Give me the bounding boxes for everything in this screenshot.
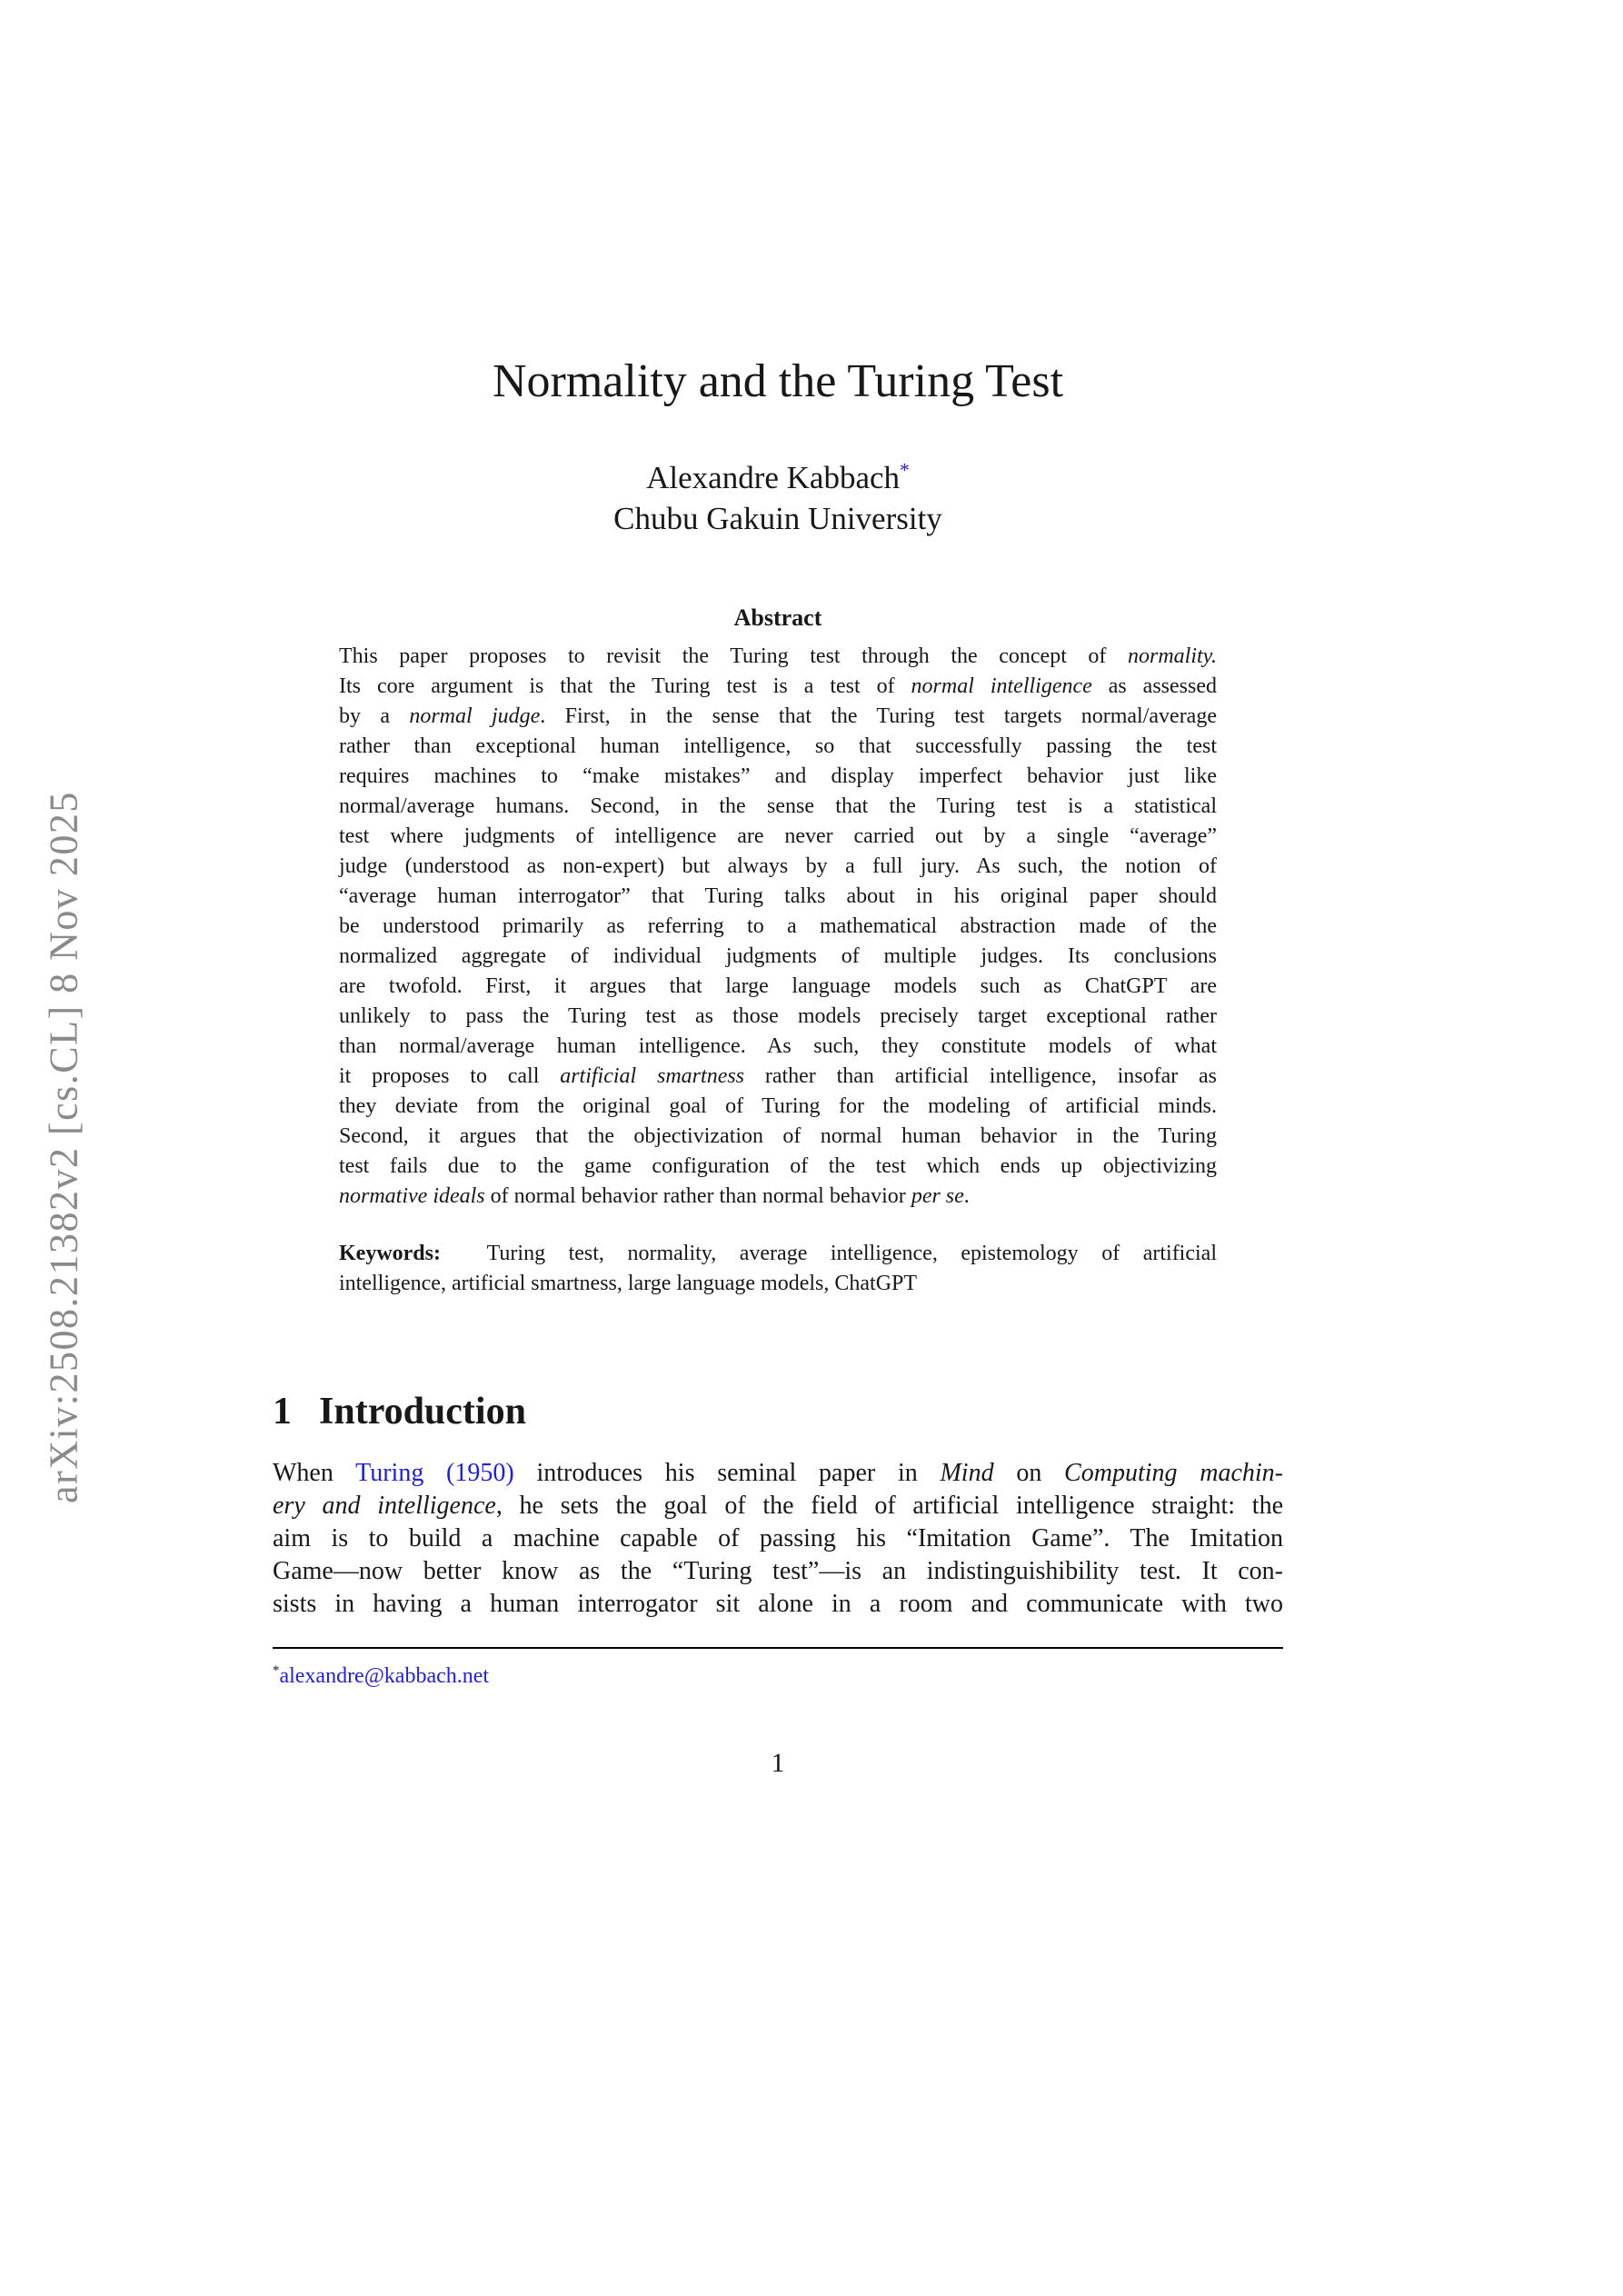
footnote-rule — [273, 1647, 1283, 1649]
text-line — [339, 1182, 1217, 1212]
text-segment: test where judgments of intelligence are never carried out by a single “average” — [339, 824, 1217, 848]
arxiv-watermark: arXiv:2508.21382v2 [cs.CL] 8 Nov 2025 — [41, 791, 86, 1503]
section-heading — [273, 1389, 1283, 1434]
text-line — [339, 1032, 1217, 1062]
text-line — [339, 642, 1217, 672]
text-line — [339, 972, 1217, 1002]
text-line — [339, 822, 1217, 852]
text-segment: of normal behavior rather than normal behavior — [484, 1184, 911, 1208]
keywords-block — [339, 1239, 1217, 1299]
text-segment: by a — [339, 704, 410, 728]
author-affiliation: Chubu Gakuin University — [613, 501, 942, 536]
text-line — [339, 942, 1217, 972]
text-line — [339, 672, 1217, 702]
section-title: Introduction — [319, 1391, 526, 1433]
text-line — [339, 1062, 1217, 1092]
text-segment: as assessed — [1091, 674, 1218, 698]
text-segment: on — [993, 1459, 1065, 1487]
text-line — [339, 762, 1217, 792]
text-segment: aim is to build a machine capable of passing his “Imitation Game”. The Imitation — [273, 1524, 1283, 1552]
author-footnote-marker[interactable]: * — [900, 459, 910, 482]
text-segment: Computing machin- — [1064, 1459, 1283, 1487]
text-segment: , he sets the goal of the field of artificial intelligence straight: the — [495, 1492, 1284, 1520]
author-name — [273, 458, 1283, 498]
footnote-marker: * — [273, 1663, 280, 1678]
text-segment: “average human interrogator” that Turing talks about in his original paper should — [339, 884, 1217, 908]
text-segment: intelligence, artificial smartness, large language models, ChatGPT — [339, 1272, 918, 1295]
text-line — [339, 1269, 1217, 1299]
text-segment: normality. — [1127, 644, 1217, 668]
text-line — [339, 1122, 1217, 1152]
text-line — [273, 1588, 1283, 1621]
text-line — [339, 1152, 1217, 1182]
text-segment: artificial smartness — [560, 1064, 745, 1088]
text-line — [339, 1002, 1217, 1032]
text-segment: per se — [911, 1184, 964, 1208]
abstract-text — [339, 642, 1217, 1212]
text-segment: unlikely to pass the Turing test as those models precisely target exceptional rather — [339, 1004, 1217, 1028]
text-segment: they deviate from the original goal of Turing for the modeling of artificial minds. — [339, 1094, 1217, 1118]
text-segment: This paper proposes to revisit the Turing test through the concept of — [339, 644, 1128, 668]
text-segment: . — [963, 1184, 970, 1208]
text-segment: normal/average humans. Second, in the sense that the Turing test is a statistical — [339, 794, 1217, 818]
introduction-paragraph — [273, 1457, 1283, 1621]
text-segment: than normal/average human intelligence. As such, they constitute models of what — [339, 1034, 1217, 1058]
text-segment: Game—now better know as the “Turing test”—is an indistinguishibility test. It con- — [273, 1557, 1283, 1585]
text-line — [339, 732, 1217, 762]
text-segment: it proposes to call — [339, 1064, 561, 1088]
text-segment: Turing test, normality, average intelligence, epistemology of artificial — [440, 1242, 1217, 1265]
text-line — [339, 1092, 1217, 1122]
text-segment: requires machines to “make mistakes” and display imperfect behavior just like — [339, 764, 1217, 788]
footnote-email — [273, 1662, 1283, 1691]
text-line — [339, 912, 1217, 942]
text-line — [339, 1239, 1217, 1269]
text-line — [339, 702, 1217, 732]
text-segment: When — [273, 1459, 356, 1487]
citation-turing-1950[interactable]: Turing (1950) — [355, 1459, 514, 1487]
text-segment: normative ideals — [339, 1184, 485, 1208]
text-segment: rather than exceptional human intelligence, so that successfully passing the test — [339, 734, 1217, 758]
text-segment: test fails due to the game configuration of the test which ends up objectivizing — [339, 1154, 1217, 1178]
text-segment: normalized aggregate of individual judgments of multiple judges. Its conclusions — [339, 944, 1217, 968]
text-line — [339, 792, 1217, 822]
text-segment: are twofold. First, it argues that large language models such as ChatGPT are — [339, 974, 1217, 998]
text-line — [273, 1490, 1283, 1522]
text-segment: normal intelligence — [911, 674, 1092, 698]
text-line — [273, 1457, 1283, 1490]
text-segment: Second, it argues that the objectivization of normal human behavior in the Turing — [339, 1124, 1217, 1148]
paper-title: Normality and the Turing Test — [492, 355, 1064, 407]
abstract-heading: Abstract — [733, 604, 822, 631]
text-segment: . First, in the sense that the Turing test targets normal/average — [540, 704, 1217, 728]
text-line — [273, 1522, 1283, 1555]
text-line — [339, 852, 1217, 882]
text-segment: rather than artificial intelligence, insofar as — [744, 1064, 1218, 1088]
text-segment: introduces his seminal paper in — [513, 1459, 941, 1487]
page-number: 1 — [771, 1748, 785, 1778]
section-number: 1 — [273, 1391, 292, 1433]
text-segment: Its core argument is that the Turing test is a test of — [339, 674, 911, 698]
text-segment: judge (understood as non-expert) but always by a full jury. As such, the notion of — [339, 854, 1217, 878]
text-segment: normal judge — [409, 704, 541, 728]
text-segment: be understood primarily as referring to a mathematical abstraction made of the — [339, 914, 1217, 938]
keywords-label: Keywords: — [339, 1242, 441, 1265]
text-segment: sists in having a human interrogator sit alone in a room and communicate with two — [273, 1590, 1283, 1618]
text-segment: ery and intelligence — [273, 1492, 496, 1520]
footnote-email-link[interactable]: alexandre@kabbach.net — [279, 1664, 490, 1688]
author-name-text: Alexandre Kabbach — [646, 460, 901, 495]
text-segment: Mind — [940, 1459, 994, 1487]
text-line — [273, 1555, 1283, 1588]
text-line — [339, 882, 1217, 912]
